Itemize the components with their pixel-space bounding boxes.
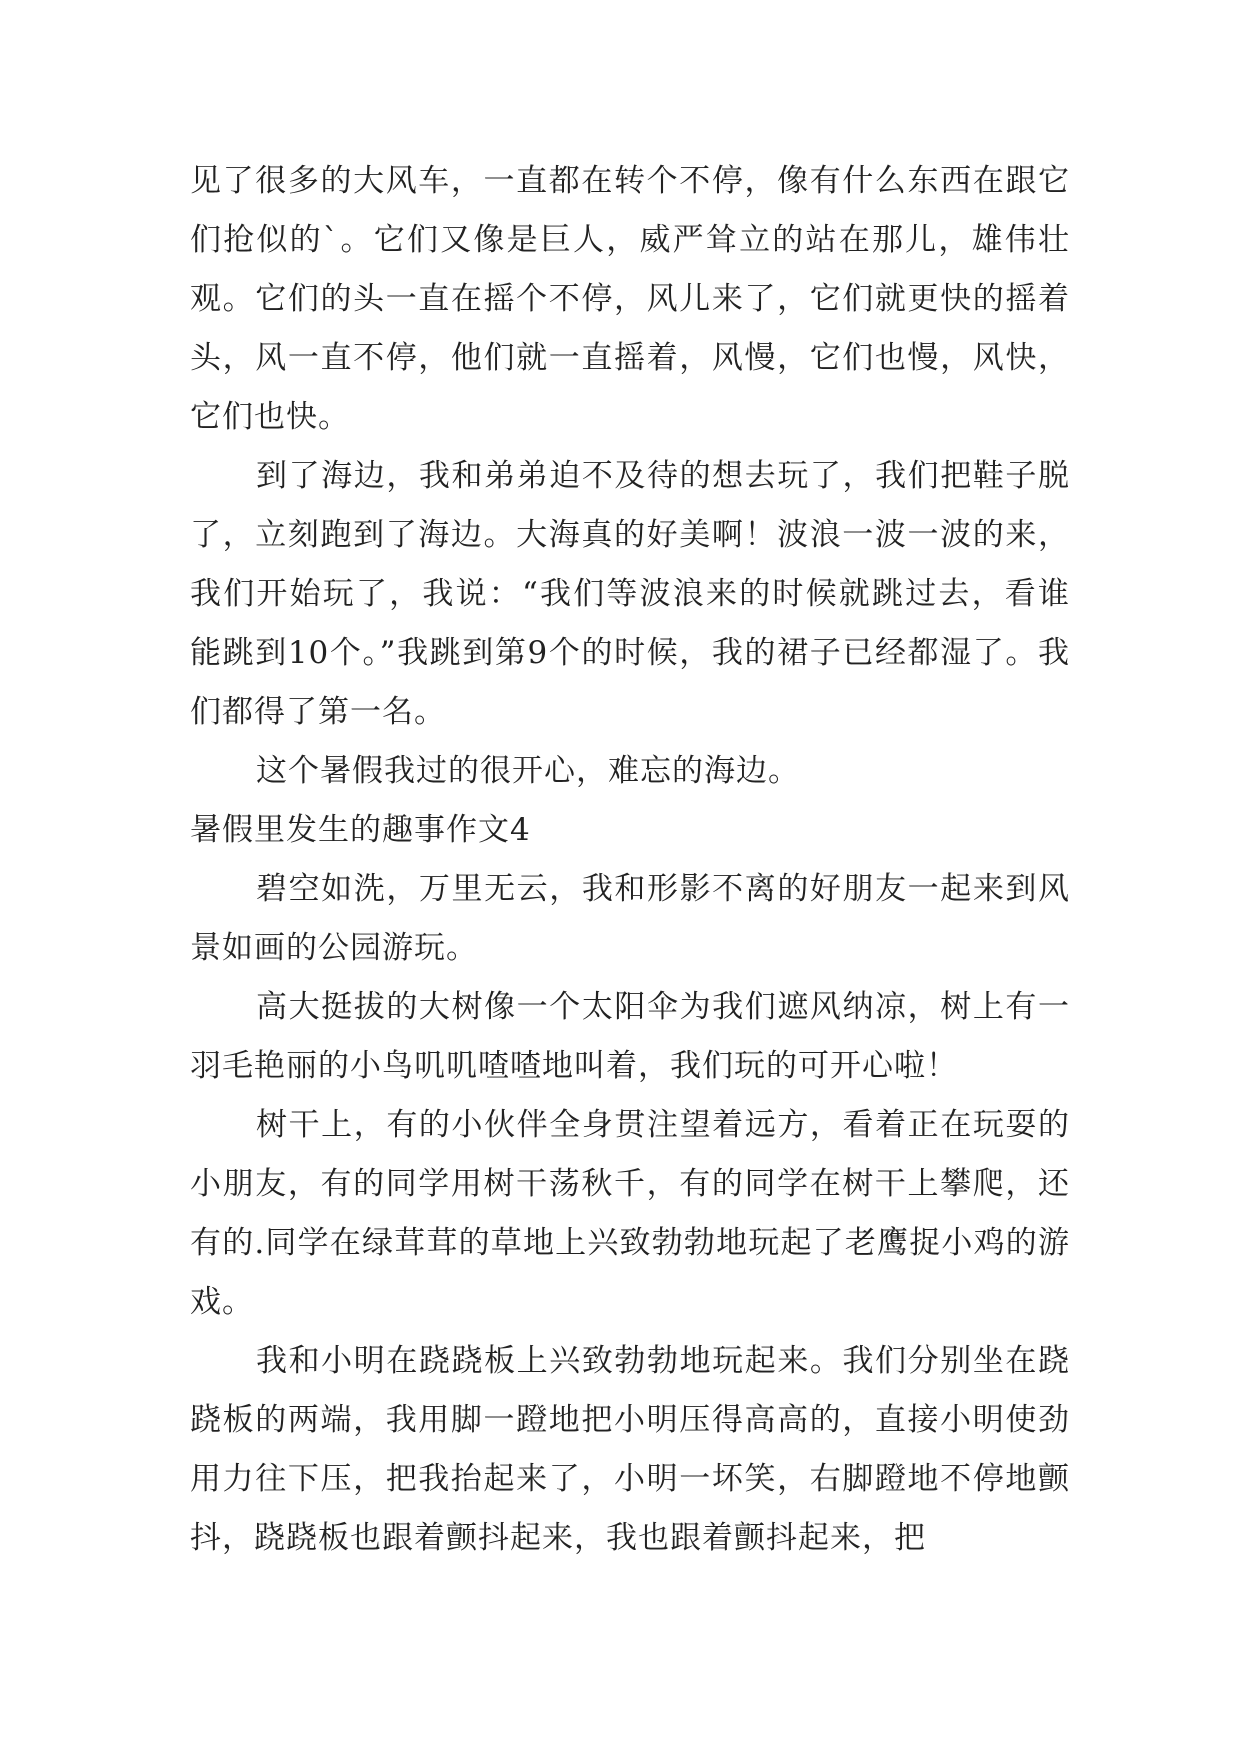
document-page bbox=[190, 152, 1070, 1568]
paragraph-park-intro: 碧空如洗，万里无云，我和形影不离的好朋友一起来到风景如画的公园游玩。 bbox=[190, 871, 1070, 966]
essay-heading: 暑假里发生的趣事作文4 bbox=[190, 812, 531, 848]
paragraph-seesaw: 我和小明在跷跷板上兴致勃勃地玩起来。我们分别坐在跷跷板的两端，我用脚一蹬地把小明压得高高的，直接小明使劲用力往下压，把我抬起来了，小明一坏笑，右脚蹬地不停地颤抖，跷跷板也跟着颤抖起来，我也跟着颤抖起来，把 bbox=[190, 1343, 1070, 1556]
paragraph-windmills: 见了很多的大风车，一直都在转个不停，像有什么东西在跟它们抢似的`。它们又像是巨人，威严耸立的站在那儿，雄伟壮观。它们的头一直在摇个不停，风儿来了，它们就更快的摇着头，风一直不停，他们就一直摇着，风慢，它们也慢，风快，它们也快。 bbox=[190, 163, 1070, 435]
paragraph-seaside: 到了海边，我和弟弟迫不及待的想去玩了，我们把鞋子脱了，立刻跑到了海边。大海真的好美啊！波浪一波一波的来，我们开始玩了，我说：“我们等波浪来的时候就跳过去，看谁能跳到10个。”我跳到第9个的时候，我的裙子已经都湿了。我们都得了第一名。 bbox=[190, 458, 1070, 730]
paragraph-summary: 这个暑假我过的很开心，难忘的海边。 bbox=[256, 753, 800, 789]
paragraph-tree: 高大挺拔的大树像一个太阳伞为我们遮风纳凉，树上有一羽毛艳丽的小鸟叽叽喳喳地叫着，我们玩的可开心啦！ bbox=[190, 989, 1070, 1084]
paragraph-tree-trunk: 树干上，有的小伙伴全身贯注望着远方，看着正在玩耍的小朋友，有的同学用树干荡秋千，有的同学在树干上攀爬，还有的.同学在绿茸茸的草地上兴致勃勃地玩起了老鹰捉小鸡的游戏。 bbox=[190, 1107, 1070, 1320]
